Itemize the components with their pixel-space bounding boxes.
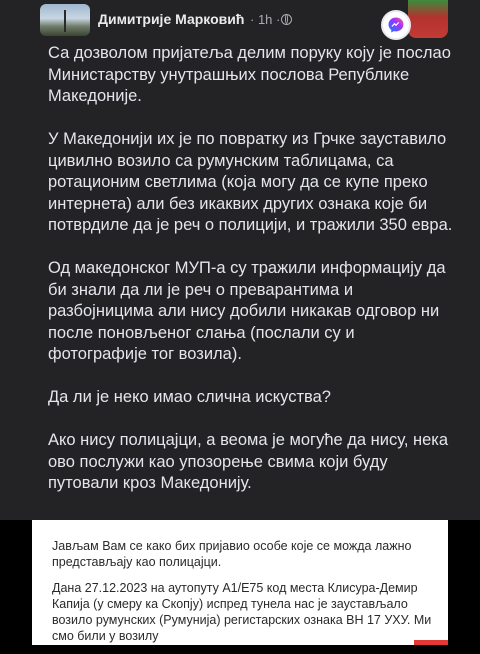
attached-screenshot[interactable] bbox=[32, 520, 448, 645]
profile-photo[interactable] bbox=[408, 0, 448, 38]
post-paragraph: Ако нису полицајци, а веома је могуће да нису, нека ово послужи као упозорење свима који буду путовали кроз Македонију. bbox=[48, 431, 449, 492]
post-paragraph: Са дозволом пријатеља делим поруку коју је послао Министарству унутрашњих послова Републике Македоније. bbox=[48, 44, 451, 105]
post-paragraph: Да ли је неко имао слична искуства? bbox=[48, 388, 331, 406]
author-name[interactable]: Димитрије Марковић bbox=[98, 11, 245, 27]
post-paragraph: У Македонији их је по повратку из Грчке зауставило цивилно возило са румунским таблицама, са ротационим светлима (која могу да се купе преко интернета) али без икаквих других ознака које би потврдиле да је реч о полицији, и тражили 350 евра. bbox=[48, 130, 453, 234]
messenger-icon[interactable] bbox=[381, 10, 411, 40]
post-body bbox=[48, 43, 458, 516]
post-timestamp[interactable]: · 1h · bbox=[250, 12, 281, 27]
screenshot-text bbox=[52, 538, 437, 654]
post-paragraph: Од македонског МУП-а су тражили информацију да би знали да ли је реч о преварантима и разбојницима али нису добили никакав одговор ни после поновљеног слања (послали су и фотографије тог возила). bbox=[48, 259, 446, 363]
redaction-bar bbox=[414, 640, 448, 645]
post-header bbox=[0, 0, 480, 40]
globe-icon bbox=[281, 14, 292, 25]
screenshot-paragraph: Јављам Вам се како бих пријавио особе које се можда лажно представљају као полицајци. bbox=[52, 539, 412, 569]
screenshot-paragraph: Дана 27.12.2023 на аутопуту А1/Е75 код места Клисура-Демир Капија (у смеру ка Скопју) испред тунела нас је заустављало возило румунских (Румунија) регистарских ознака ВН 17 УХУ. Ми смо били у возилу bbox=[52, 581, 432, 643]
author-avatar[interactable] bbox=[40, 4, 90, 36]
